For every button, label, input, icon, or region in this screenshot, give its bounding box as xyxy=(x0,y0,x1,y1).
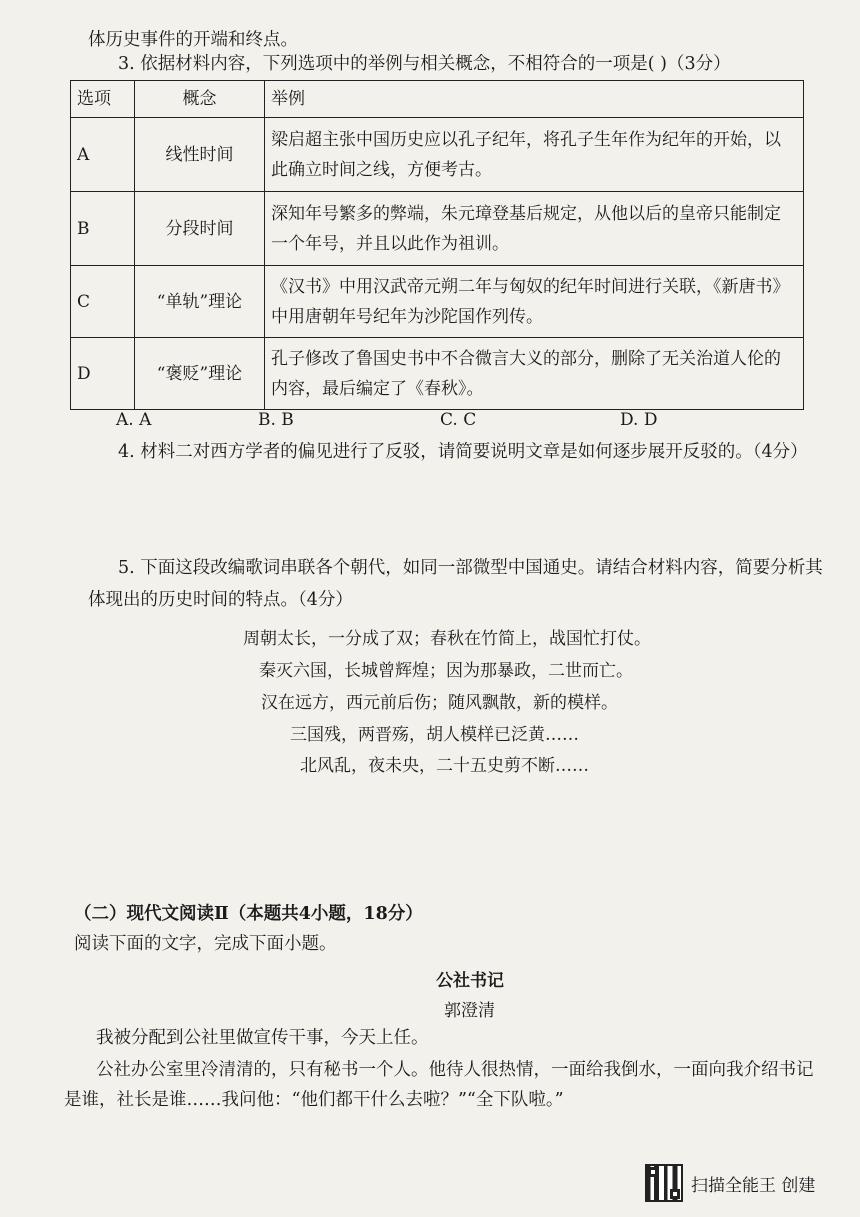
poem-line: 汉在远方，西元前后伤；随风飘散，新的模样。 xyxy=(261,693,618,713)
section-heading: （二）现代文阅读Ⅱ（本题共4小题，18分） xyxy=(74,904,423,924)
poem-line: 周朝太长，一分成了双；春秋在竹简上，战国忙打仗。 xyxy=(243,629,651,649)
header-example: 举例 xyxy=(265,81,804,118)
scanner-label: 扫描全能王 创建 xyxy=(691,1175,816,1196)
qr-code-icon xyxy=(645,1164,683,1202)
choice-d: D. D xyxy=(620,410,658,430)
table-row xyxy=(71,118,804,192)
story-title: 公社书记 xyxy=(436,971,504,991)
story-paragraph-2-line-1: 公社办公室里冷清清的，只有秘书一个人。他待人很热情，一面给我倒水，一面向我介绍书记 xyxy=(96,1060,814,1080)
scanner-watermark xyxy=(645,1164,815,1202)
question-5-line-2: 体现出的历史时间的特点。（4分） xyxy=(88,590,353,610)
table-header-row xyxy=(71,81,804,118)
header-option: 选项 xyxy=(71,81,135,118)
row-example: 《汉书》中用汉武帝元朔二年与匈奴的纪年时间进行关联，《新唐书》 中用唐朝年号纪年为沙陀国作列传。 xyxy=(265,266,804,338)
story-paragraph-1: 我被分配到公社里做宣传干事，今天上任。 xyxy=(96,1028,429,1048)
question-5-line-1: 5. 下面这段改编歌词串联各个朝代，如同一部微型中国通史。请结合材料内容，简要分析其 xyxy=(118,558,823,578)
choice-c: C. C xyxy=(440,410,477,430)
poem-line: 北风乱，夜未央，二十五史剪不断…… xyxy=(300,756,589,776)
poem-line: 秦灭六国，长城曾辉煌；因为那暴政，二世而亡。 xyxy=(259,661,633,681)
row-concept: 分段时间 xyxy=(135,192,265,266)
question-3-stem: 3. 依据材料内容，下列选项中的举例与相关概念，不相符合的一项是( )（3分） xyxy=(118,54,731,74)
table-row xyxy=(71,338,804,410)
row-option: C xyxy=(71,266,135,338)
question-4: 4. 材料二对西方学者的偏见进行了反驳，请简要说明文章是如何逐步展开反驳的。（4分） xyxy=(118,442,808,462)
row-option: D xyxy=(71,338,135,410)
story-paragraph-2-line-2: 是谁，社长是谁……我问他：“他们都干什么去啦？”“全下队啦。” xyxy=(64,1090,564,1110)
continued-line: 体历史事件的开端和终点。 xyxy=(88,30,298,50)
section-instruction: 阅读下面的文字，完成下面小题。 xyxy=(74,934,337,954)
row-example: 深知年号繁多的弊端，朱元璋登基后规定，从他以后的皇帝只能制定 一个年号，并且以此作为祖训。 xyxy=(265,192,804,266)
options-table xyxy=(70,80,804,410)
row-concept: 线性时间 xyxy=(135,118,265,192)
row-option: A xyxy=(71,118,135,192)
row-concept: “单轨”理论 xyxy=(135,266,265,338)
row-option: B xyxy=(71,192,135,266)
choice-a: A. A xyxy=(116,410,152,430)
row-example: 梁启超主张中国历史应以孔子纪年，将孔子生年作为纪年的开始，以 此确立时间之线，方便考古。 xyxy=(265,118,804,192)
table-row xyxy=(71,266,804,338)
table-row xyxy=(71,192,804,266)
row-example: 孔子修改了鲁国史书中不合微言大义的部分，删除了无关治道人伦的 内容，最后编定了《春秋》。 xyxy=(265,338,804,410)
story-author: 郭澄清 xyxy=(444,1001,495,1021)
header-concept: 概念 xyxy=(135,81,265,118)
row-concept: “褒贬”理论 xyxy=(135,338,265,410)
choice-b: B. B xyxy=(258,410,294,430)
poem-line: 三国残，两晋殇，胡人模样已泛黄…… xyxy=(290,725,579,745)
